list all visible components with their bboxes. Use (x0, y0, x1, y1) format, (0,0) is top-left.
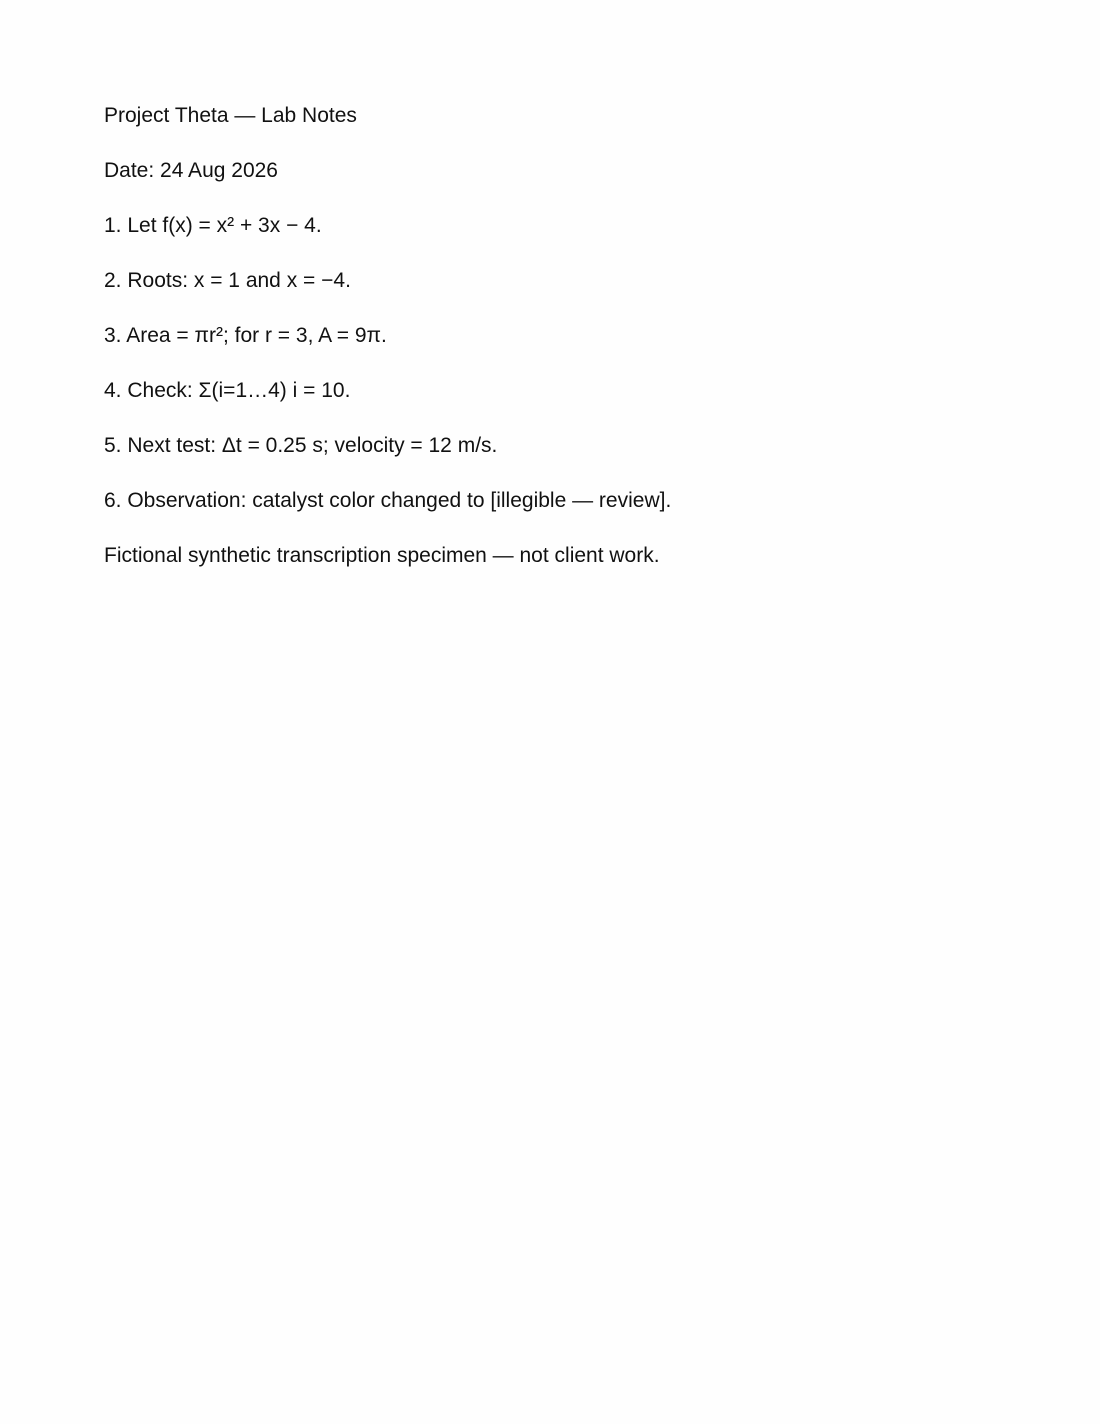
note-item-2: 2. Roots: x = 1 and x = −4. (104, 269, 351, 292)
note-item-5: 5. Next test: Δt = 0.25 s; velocity = 12 m/s. (104, 434, 498, 457)
document-date: Date: 24 Aug 2026 (104, 159, 278, 182)
document-footer-note: Fictional synthetic transcription specimen — not client work. (104, 544, 660, 567)
document-body (104, 102, 1004, 597)
note-item-3: 3. Area = πr²; for r = 3, A = 9π. (104, 324, 387, 347)
note-item-4: 4. Check: Σ(i=1…4) i = 10. (104, 379, 351, 402)
document-title: Project Theta — Lab Notes (104, 104, 357, 127)
note-item-6: 6. Observation: catalyst color changed to [illegible — review]. (104, 489, 672, 512)
note-item-1: 1. Let f(x) = x² + 3x − 4. (104, 214, 322, 237)
